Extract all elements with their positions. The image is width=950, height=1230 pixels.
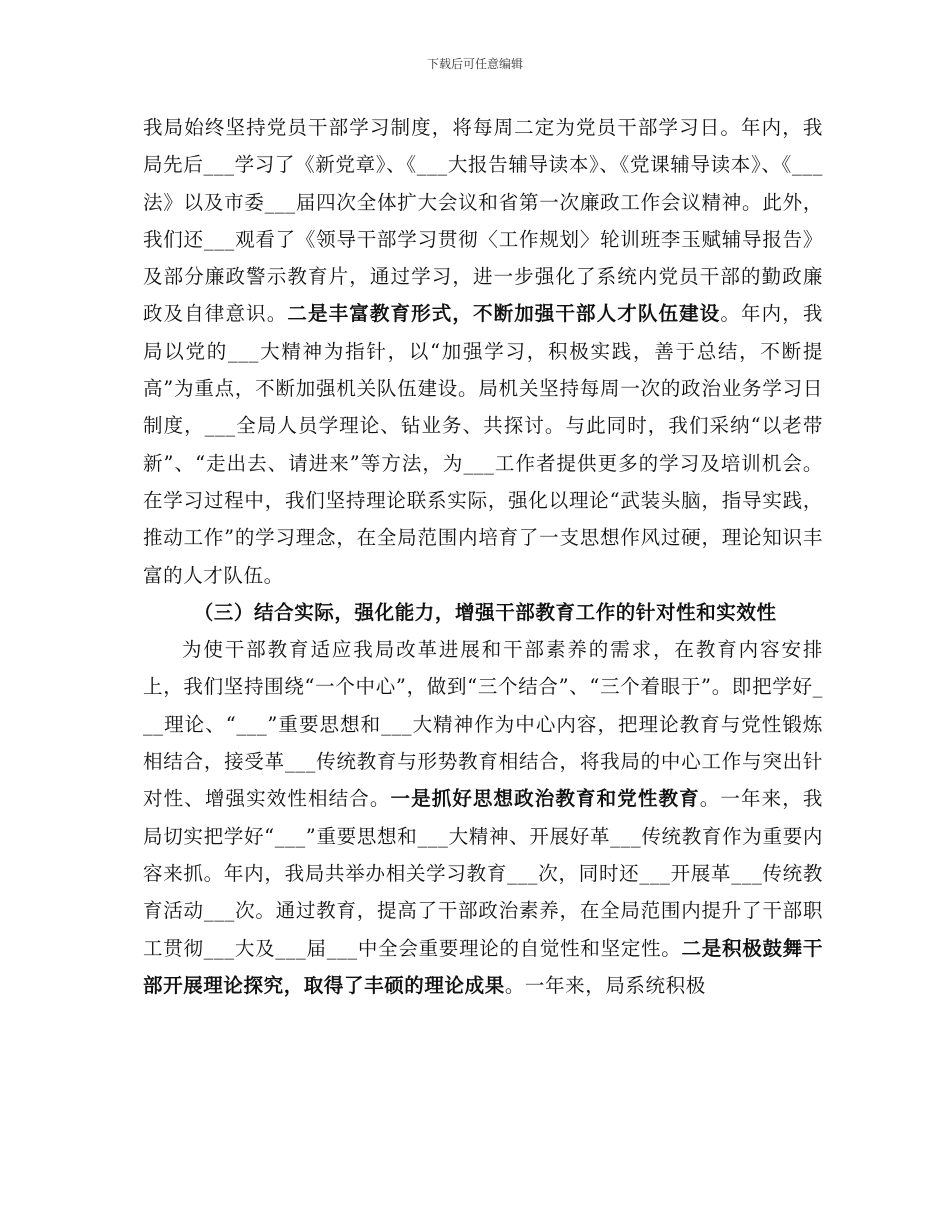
paragraph-text: 为使干部教育适应我局改革进展和干部素养的需求，在教育内容安排上，我们坚持围绕“一个中心”，做到“三个结合”、“三个着眼于”。即把学好___理论、“___”重要思想和___大精神作为中心内容，把理论教育与党性锻炼相结合，接受革___传统教育与形势教育相结合，将我局的中心工作与突出针对性、增强实效性相结合。 bbox=[143, 638, 823, 811]
paragraph-education-content bbox=[143, 631, 823, 1004]
document-body bbox=[143, 109, 823, 1004]
paragraph-text: 。年内，我局以党的___大精神为指针，以“加强学习，积极实践，善于总结，不断提高”为重点，不断加强机关队伍建设。局机关坚持每周一次的政治业务学习日制度，___全局人员学理论、钻业务、共探讨。与此同时，我们采纳“以老带新”、“走出去、请进来”等方法，为___工作者提供更多的学习及培训机会。在学习过程中，我们坚持理论联系实际，强化以理论“武装头脑，指导实践，推动工作”的学习理念，在全局范围内培育了一支思想作风过硬，理论知识丰富的人才队伍。 bbox=[143, 302, 823, 587]
bold-point-two: 二是丰富教育形式，不断加强干部人才队伍建设 bbox=[287, 302, 721, 326]
paragraph-text: 我局始终坚持党员干部学习制度，将每周二定为党员干部学习日。年内，我局先后___学习了《新党章》、《___大报告辅导读本》、《党课辅导读本》、《___法》以及市委___届四次全体扩大会议和省第一次廉政工作会议精神。此外，我们还___观看了《领导干部学习贯彻〈工作规划〉轮训班李玉赋辅导报告》及部分廉政警示教育片，通过学习，进一步强化了系统内党员干部的勤政廉政及自律意识。 bbox=[143, 116, 823, 326]
page-header-note: 下载后可任意编辑 bbox=[426, 57, 523, 71]
bold-point-one: 一是抓好思想政治教育和党性教育 bbox=[390, 787, 700, 811]
bold-point-two: 二是积极鼓舞干部开展理论探究，取得了丰硕的理论成果 bbox=[143, 936, 823, 997]
section-heading-three: （三）结合实际，强化能力，增强干部教育工作的针对性和实效性 bbox=[193, 600, 777, 624]
paragraph-study-system bbox=[143, 109, 823, 594]
paragraph-text: 。一年来，局系统积极 bbox=[504, 973, 706, 997]
paragraph-text: 。一年来，我局切实把学好“___”重要思想和___大精神、开展好革___传统教育作为重要内容来抓。年内，我局共举办相关学习教育___次，同时还___开展革___传统教育活动___次。通过教育，提高了干部政治素养，在全局范围内提升了干部职工贯彻___大及___届___中全会重要理论的自觉性和坚定性。 bbox=[143, 787, 823, 960]
